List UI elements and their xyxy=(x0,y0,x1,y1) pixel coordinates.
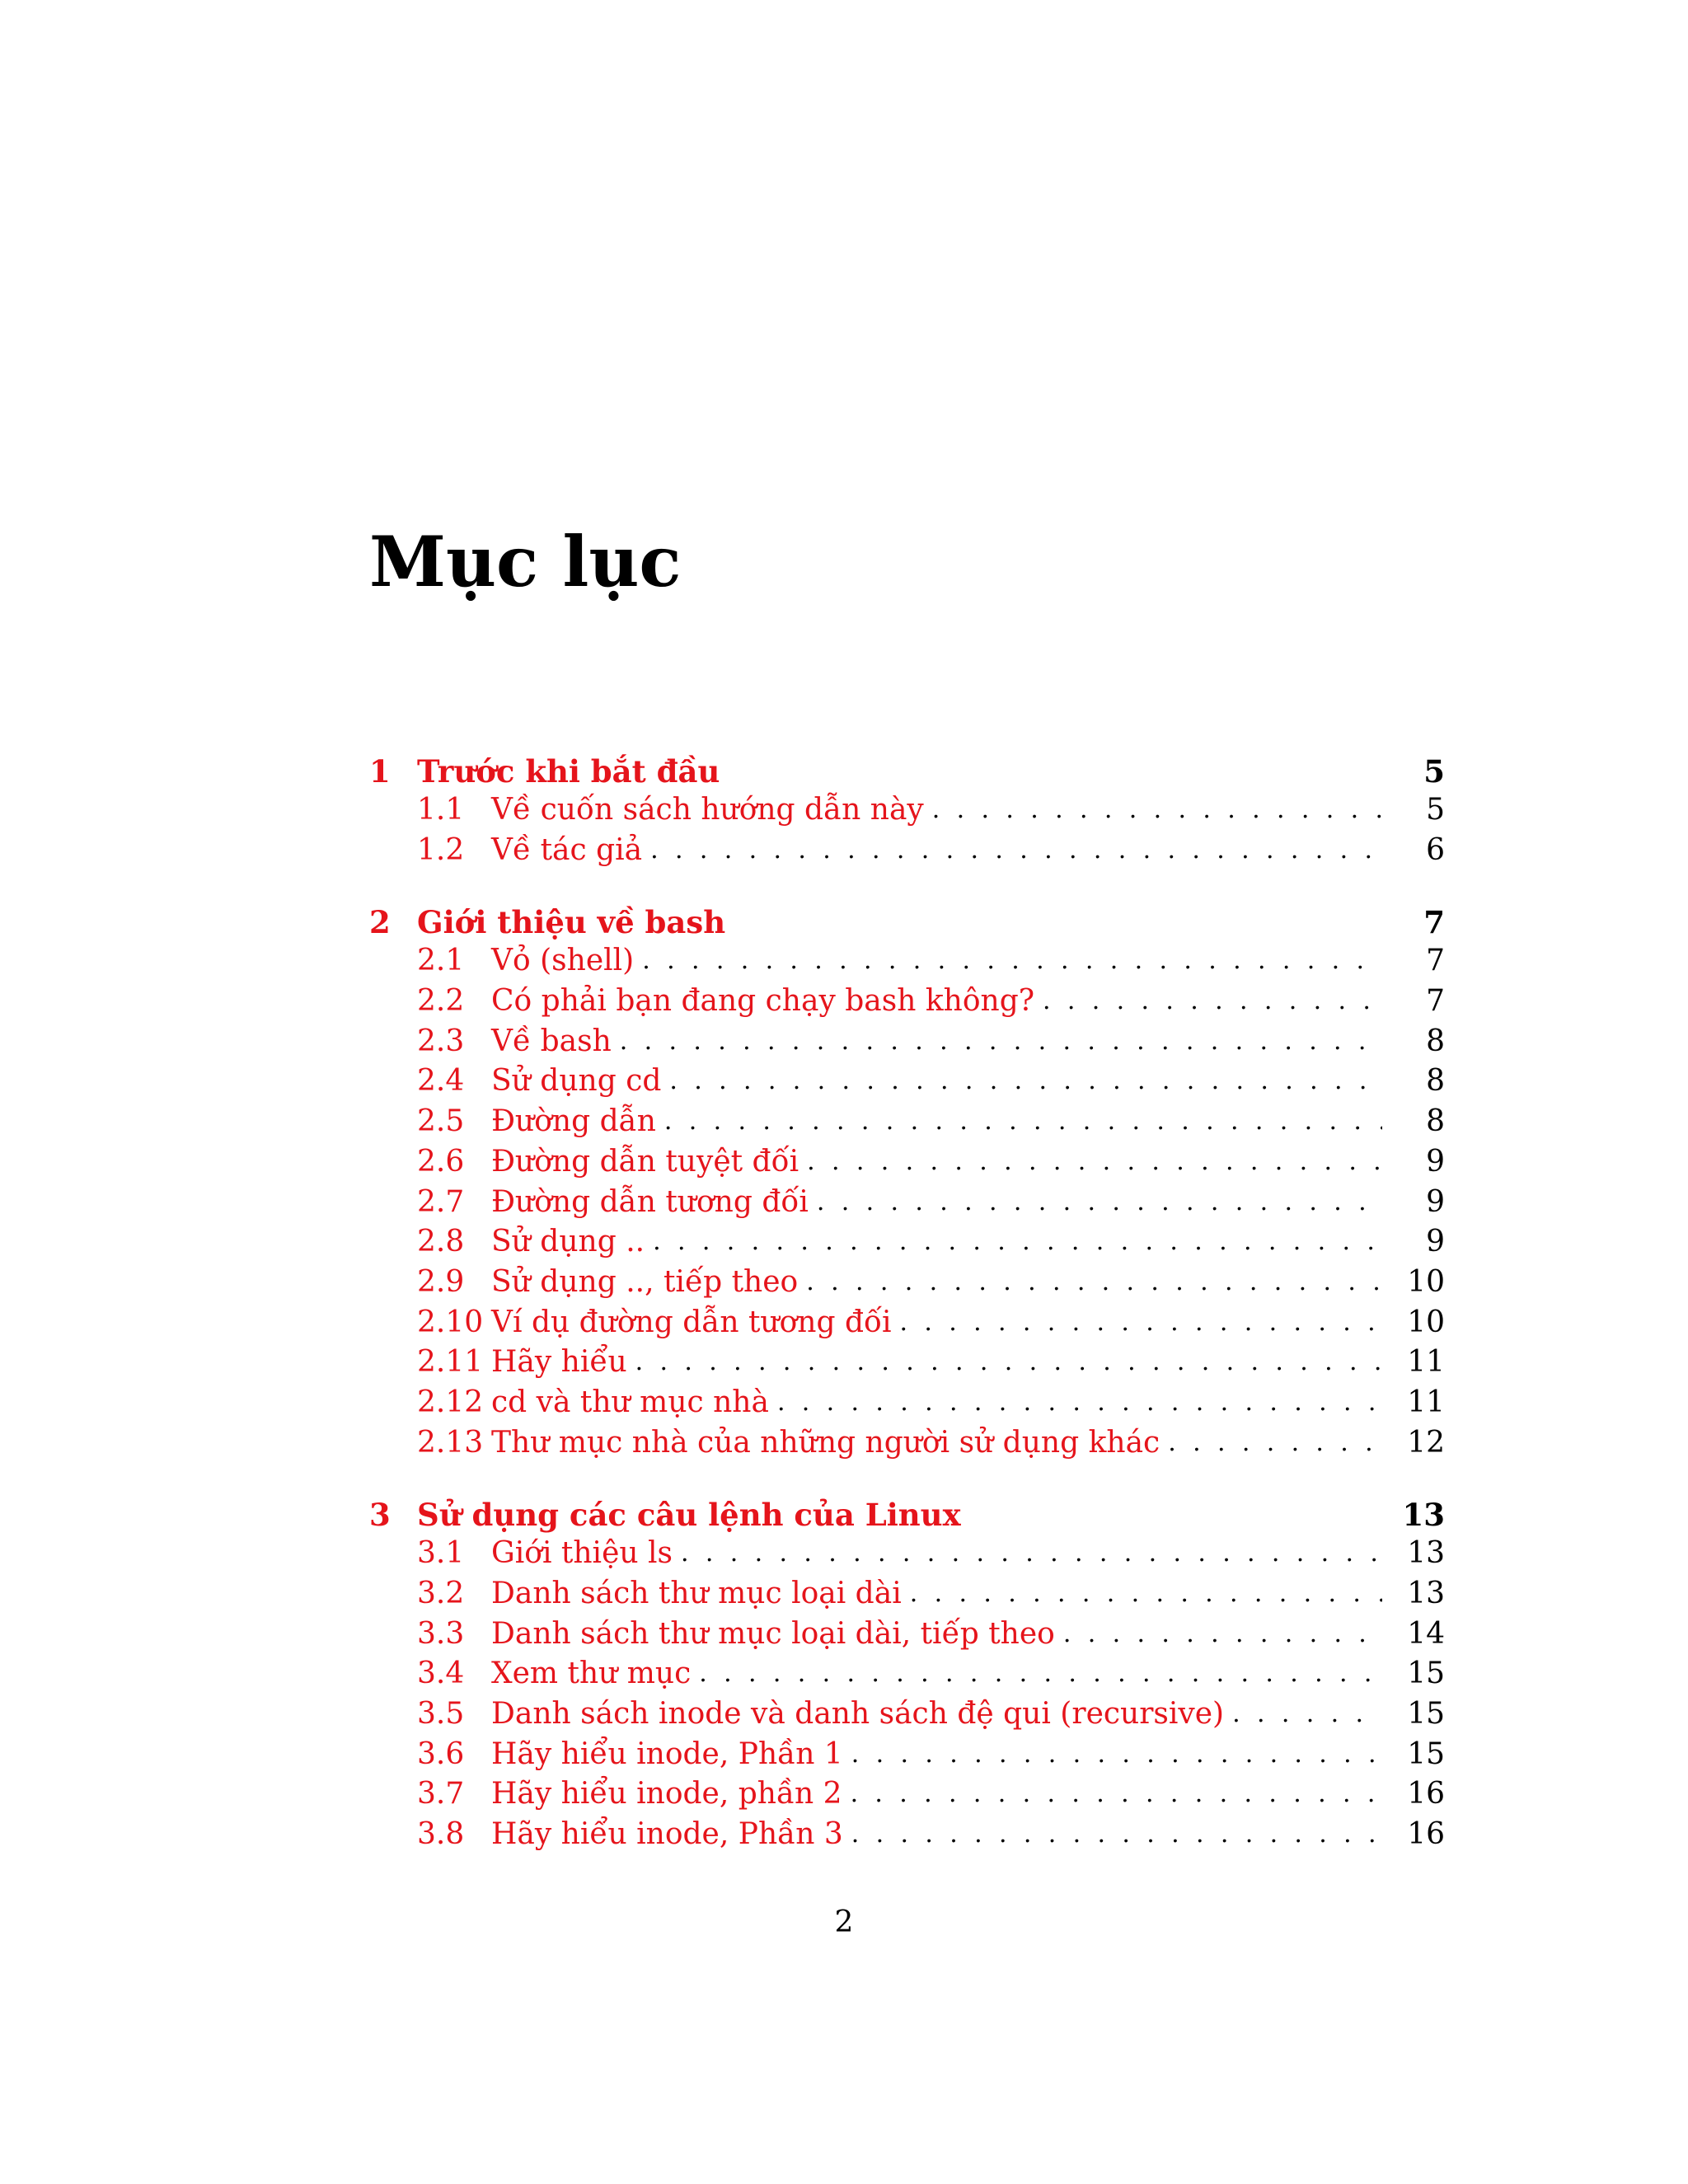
section-page: 13 xyxy=(1407,1536,1445,1571)
toc-section-2-6[interactable] xyxy=(369,1141,1445,1182)
dot-leader xyxy=(932,798,1382,823)
dot-leader xyxy=(851,1782,1382,1807)
dot-leader xyxy=(851,1742,1382,1767)
section-title[interactable]: Ví dụ đường dẫn tương đối xyxy=(491,1305,900,1339)
section-number: 2.3 xyxy=(417,1024,465,1058)
chapter-number: 2 xyxy=(369,904,391,941)
section-page: 7 xyxy=(1426,944,1445,978)
chapter-page: 5 xyxy=(1423,753,1445,790)
section-number: 2.8 xyxy=(417,1225,465,1259)
section-title[interactable]: Danh sách inode và danh sách đệ qui (recursive) xyxy=(491,1697,1232,1731)
section-page: 11 xyxy=(1407,1345,1445,1380)
dot-leader xyxy=(642,949,1382,973)
chapter-page: 13 xyxy=(1402,1497,1445,1534)
section-number: 3.6 xyxy=(417,1736,465,1771)
chapter-number: 1 xyxy=(369,753,391,790)
section-page: 9 xyxy=(1426,1225,1445,1259)
toc-section-2-7[interactable] xyxy=(369,1182,1445,1222)
section-page: 9 xyxy=(1426,1144,1445,1179)
toc-section-2-3[interactable] xyxy=(369,1021,1445,1062)
section-title[interactable]: cd và thư mục nhà xyxy=(491,1385,777,1419)
section-title[interactable]: Về bash xyxy=(491,1024,620,1058)
section-number: 3.4 xyxy=(417,1657,465,1691)
section-number: 2.12 xyxy=(417,1385,484,1419)
toc-section-2-12[interactable] xyxy=(369,1382,1445,1422)
section-number: 2.7 xyxy=(417,1184,465,1219)
toc-section-1-2[interactable] xyxy=(369,830,1445,870)
section-title[interactable]: Đường dẫn xyxy=(491,1104,664,1138)
toc-section-2-9[interactable] xyxy=(369,1262,1445,1302)
section-number: 3.1 xyxy=(417,1536,465,1571)
section-number: 1.2 xyxy=(417,832,465,867)
chapter-page: 7 xyxy=(1423,904,1445,941)
dot-leader xyxy=(851,1822,1382,1847)
section-title[interactable]: Sử dụng cd xyxy=(491,1064,669,1098)
dot-leader xyxy=(910,1582,1382,1606)
section-title[interactable]: Thư mục nhà của những người sử dụng khác xyxy=(491,1426,1168,1460)
chapter-title[interactable]: Trước khi bắt đầu xyxy=(417,753,720,790)
toc-section-3-1[interactable] xyxy=(369,1533,1445,1573)
section-page: 10 xyxy=(1407,1264,1445,1299)
toc-section-2-8[interactable] xyxy=(369,1221,1445,1262)
section-title[interactable]: Có phải bạn đang chạy bash không? xyxy=(491,984,1043,1018)
dot-leader xyxy=(777,1390,1382,1415)
toc-chapter-2[interactable] xyxy=(369,901,1445,940)
dot-leader xyxy=(669,1069,1382,1094)
toc-section-2-2[interactable] xyxy=(369,981,1445,1021)
section-number: 3.7 xyxy=(417,1777,465,1811)
section-page: 15 xyxy=(1407,1736,1445,1771)
section-page: 14 xyxy=(1407,1616,1445,1651)
dot-leader xyxy=(664,1109,1382,1134)
page-number: 2 xyxy=(834,1905,854,1939)
section-number: 2.9 xyxy=(417,1264,465,1299)
section-number: 3.3 xyxy=(417,1616,465,1651)
dot-leader xyxy=(806,1270,1382,1295)
toc-section-2-5[interactable] xyxy=(369,1101,1445,1141)
dot-leader xyxy=(817,1190,1382,1215)
section-title[interactable]: Danh sách thư mục loại dài, tiếp theo xyxy=(491,1617,1063,1651)
toc-chapter-3[interactable] xyxy=(369,1493,1445,1533)
section-page: 16 xyxy=(1407,1777,1445,1811)
section-title[interactable]: Hãy hiểu inode, Phần 1 xyxy=(491,1737,851,1771)
section-number: 2.6 xyxy=(417,1144,465,1179)
toc-section-2-11[interactable] xyxy=(369,1342,1445,1382)
section-number: 2.2 xyxy=(417,984,465,1019)
section-number: 2.11 xyxy=(417,1345,484,1380)
dot-leader xyxy=(681,1541,1382,1566)
toc-section-3-3[interactable] xyxy=(369,1614,1445,1654)
dot-leader xyxy=(1232,1702,1382,1727)
section-page: 7 xyxy=(1426,984,1445,1019)
section-page: 5 xyxy=(1426,793,1445,827)
dot-leader xyxy=(1168,1431,1382,1455)
section-title[interactable]: Về tác giả xyxy=(491,833,650,867)
dot-leader xyxy=(1043,989,1382,1014)
dot-leader xyxy=(653,1230,1382,1254)
section-page: 8 xyxy=(1426,1064,1445,1099)
dot-leader xyxy=(807,1150,1382,1174)
section-title[interactable]: Về cuốn sách hướng dẫn này xyxy=(491,793,932,827)
section-title[interactable]: Sử dụng .. xyxy=(491,1225,653,1258)
section-page: 15 xyxy=(1407,1657,1445,1691)
section-title[interactable]: Hãy hiểu xyxy=(491,1345,635,1379)
toc-section-3-6[interactable] xyxy=(369,1734,1445,1774)
table-of-contents xyxy=(369,750,1445,1854)
section-title[interactable]: Đường dẫn tuyệt đối xyxy=(491,1145,807,1179)
toc-section-2-10[interactable] xyxy=(369,1302,1445,1343)
section-number: 3.5 xyxy=(417,1697,465,1732)
section-title[interactable]: Đường dẫn tương đối xyxy=(491,1185,817,1219)
section-title[interactable]: Danh sách thư mục loại dài xyxy=(491,1577,910,1610)
section-number: 3.2 xyxy=(417,1577,465,1610)
section-title[interactable]: Xem thư mục xyxy=(491,1657,699,1690)
section-title[interactable]: Hãy hiểu inode, Phần 3 xyxy=(491,1817,851,1851)
section-page: 11 xyxy=(1407,1385,1445,1419)
dot-leader xyxy=(635,1350,1382,1375)
toc-section-3-5[interactable] xyxy=(369,1694,1445,1734)
section-page: 16 xyxy=(1407,1817,1445,1852)
dot-leader xyxy=(900,1310,1382,1335)
section-number: 2.1 xyxy=(417,944,465,978)
section-number: 2.13 xyxy=(417,1425,484,1460)
dot-leader xyxy=(699,1661,1382,1686)
toc-section-2-1[interactable] xyxy=(369,940,1445,981)
chapter-number: 3 xyxy=(369,1497,391,1534)
toc-section-1-1[interactable] xyxy=(369,790,1445,830)
section-page: 10 xyxy=(1407,1305,1445,1339)
dot-leader xyxy=(620,1029,1382,1054)
section-number: 3.8 xyxy=(417,1817,465,1852)
section-number: 2.4 xyxy=(417,1064,465,1099)
toc-section-3-8[interactable] xyxy=(369,1814,1445,1854)
section-page: 15 xyxy=(1407,1697,1445,1732)
toc-section-2-13[interactable] xyxy=(369,1422,1445,1463)
section-page: 9 xyxy=(1426,1184,1445,1219)
section-page: 12 xyxy=(1407,1425,1445,1460)
dot-leader xyxy=(650,838,1382,863)
section-page: 6 xyxy=(1426,832,1445,867)
toc-section-3-7[interactable] xyxy=(369,1774,1445,1814)
toc-chapter-1[interactable] xyxy=(369,750,1445,790)
chapter-title[interactable]: Sử dụng các câu lệnh của Linux xyxy=(417,1497,961,1534)
toc-section-3-2[interactable] xyxy=(369,1573,1445,1614)
section-number: 2.10 xyxy=(417,1305,484,1339)
chapter-title[interactable]: Giới thiệu về bash xyxy=(417,904,726,941)
section-number: 1.1 xyxy=(417,793,465,827)
toc-section-2-4[interactable] xyxy=(369,1061,1445,1101)
section-page: 8 xyxy=(1426,1104,1445,1139)
section-page: 8 xyxy=(1426,1024,1445,1058)
section-title[interactable]: Sử dụng .., tiếp theo xyxy=(491,1265,806,1299)
toc-section-3-4[interactable] xyxy=(369,1653,1445,1694)
dot-leader xyxy=(1063,1622,1382,1647)
page-title: Mục lục xyxy=(369,521,682,602)
section-title[interactable]: Vỏ (shell) xyxy=(491,944,642,977)
section-title[interactable]: Hãy hiểu inode, phần 2 xyxy=(491,1777,851,1811)
section-page: 13 xyxy=(1407,1577,1445,1610)
section-title[interactable]: Giới thiệu ls xyxy=(491,1536,681,1570)
section-number: 2.5 xyxy=(417,1104,465,1139)
